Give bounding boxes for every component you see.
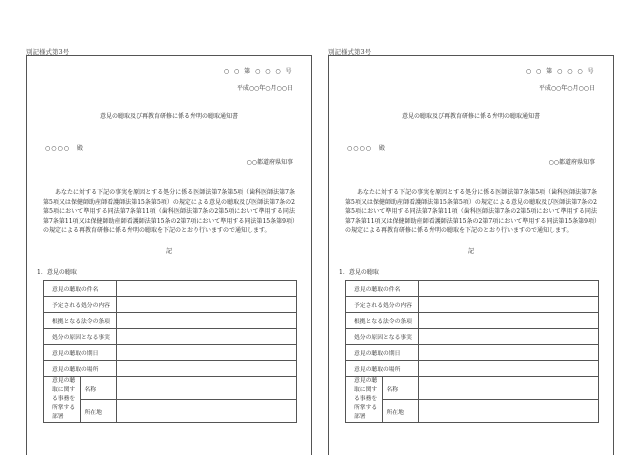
document-page-right bbox=[314, 0, 614, 442]
row-value bbox=[419, 400, 599, 423]
row-label: 意見の聴取の場所 bbox=[346, 361, 419, 377]
body-paragraph: あなたに対する下記の事実を原因とする処分に係る医師法第7条第5項（歯科医師法第7条第5項又は保健師助産師看護師法第15条第5項）の規定による意見の聴取及び医師法第7条の2第5項において準用する同法第7条第11項（歯科医師法第7条の2第5項において準用する同法第7条第11項又は保健師助産師看護師法第15条の2第7項において準用する同法第15条第9項）の規定による再教育研修に係る弁明の聴取を下記のとおり行いますので通知します。 bbox=[345, 189, 597, 235]
table-row bbox=[346, 313, 599, 329]
row-value bbox=[117, 377, 297, 400]
document-title: 意見の聴取及び再教育研修に係る弁明の聴取通知書 bbox=[401, 113, 540, 120]
issuer: ○○都道府県知事 bbox=[548, 159, 595, 166]
dept-label: 意見の聴取に関する事務を所掌する部署 bbox=[44, 377, 81, 423]
document-number: ○ ○ 第 ○ ○ ○ 号 bbox=[525, 68, 595, 75]
document-title: 意見の聴取及び再教育研修に係る弁明の聴取通知書 bbox=[99, 113, 238, 120]
table-row bbox=[44, 345, 297, 361]
issuer: ○○都道府県知事 bbox=[246, 159, 293, 166]
row-label: 意見の聴取の場所 bbox=[44, 361, 117, 377]
row-value bbox=[117, 281, 297, 297]
table-row bbox=[44, 361, 297, 377]
row-value bbox=[117, 345, 297, 361]
row-label: 意見の聴取の期日 bbox=[44, 345, 117, 361]
document-date: 平成○○年○月○○日 bbox=[538, 85, 595, 92]
row-label: 予定される処分の内容 bbox=[346, 297, 419, 313]
row-value bbox=[419, 377, 599, 400]
row-value bbox=[419, 345, 599, 361]
table-row bbox=[346, 281, 599, 297]
document-sheet bbox=[26, 55, 312, 455]
addressee: ○○○○ 殿 bbox=[45, 145, 84, 152]
table-row bbox=[346, 400, 599, 423]
row-label: 予定される処分の内容 bbox=[44, 297, 117, 313]
document-sheet bbox=[328, 55, 614, 455]
dept-label: 意見の聴取に関する事務を所掌する部署 bbox=[346, 377, 383, 423]
table-row bbox=[44, 281, 297, 297]
row-value bbox=[117, 400, 297, 423]
document-number: ○ ○ 第 ○ ○ ○ 号 bbox=[223, 68, 293, 75]
row-label: 根拠となる法令の条項 bbox=[44, 313, 117, 329]
row-label: 処分の原因となる事実 bbox=[346, 329, 419, 345]
row-value bbox=[419, 329, 599, 345]
table-row bbox=[346, 297, 599, 313]
dept-sub-label: 所在地 bbox=[382, 400, 419, 423]
document-page-left bbox=[12, 0, 312, 442]
table-row bbox=[346, 361, 599, 377]
dept-sub-label: 名称 bbox=[382, 377, 419, 400]
row-value bbox=[419, 361, 599, 377]
row-value bbox=[117, 329, 297, 345]
table-row bbox=[346, 345, 599, 361]
ki-heading: 記 bbox=[165, 248, 172, 255]
ki-heading: 記 bbox=[467, 248, 474, 255]
table-row bbox=[44, 377, 297, 400]
row-label: 意見の聴取の件名 bbox=[346, 281, 419, 297]
dept-sub-label: 名称 bbox=[80, 377, 117, 400]
row-label: 処分の原因となる事実 bbox=[44, 329, 117, 345]
table-row bbox=[346, 377, 599, 400]
row-value bbox=[419, 313, 599, 329]
row-value bbox=[419, 281, 599, 297]
hearing-table bbox=[345, 280, 599, 423]
table-row bbox=[44, 313, 297, 329]
row-value bbox=[117, 313, 297, 329]
form-label: 別記様式第3号 bbox=[328, 48, 372, 56]
document-date: 平成○○年○月○○日 bbox=[236, 85, 293, 92]
body-paragraph: あなたに対する下記の事実を原因とする処分に係る医師法第7条第5項（歯科医師法第7条第5項又は保健師助産師看護師法第15条第5項）の規定による意見の聴取及び医師法第7条の2第5項において準用する同法第7条第11項（歯科医師法第7条の2第5項において準用する同法第7条第11項又は保健師助産師看護師法第15条の2第7項において準用する同法第15条第9項）の規定による再教育研修に係る弁明の聴取を下記のとおり行いますので通知します。 bbox=[43, 189, 295, 235]
row-label: 根拠となる法令の条項 bbox=[346, 313, 419, 329]
dept-sub-label: 所在地 bbox=[80, 400, 117, 423]
row-value bbox=[117, 361, 297, 377]
table-row bbox=[44, 297, 297, 313]
row-label: 意見の聴取の期日 bbox=[346, 345, 419, 361]
section-heading: 1．意見の聴取 bbox=[37, 269, 77, 276]
section-heading: 1．意見の聴取 bbox=[339, 269, 379, 276]
form-label: 別記様式第3号 bbox=[26, 48, 70, 56]
table-row bbox=[44, 400, 297, 423]
table-row bbox=[346, 329, 599, 345]
row-label: 意見の聴取の件名 bbox=[44, 281, 117, 297]
addressee: ○○○○ 殿 bbox=[347, 145, 386, 152]
row-value bbox=[419, 297, 599, 313]
table-row bbox=[44, 329, 297, 345]
hearing-table bbox=[43, 280, 297, 423]
row-value bbox=[117, 297, 297, 313]
